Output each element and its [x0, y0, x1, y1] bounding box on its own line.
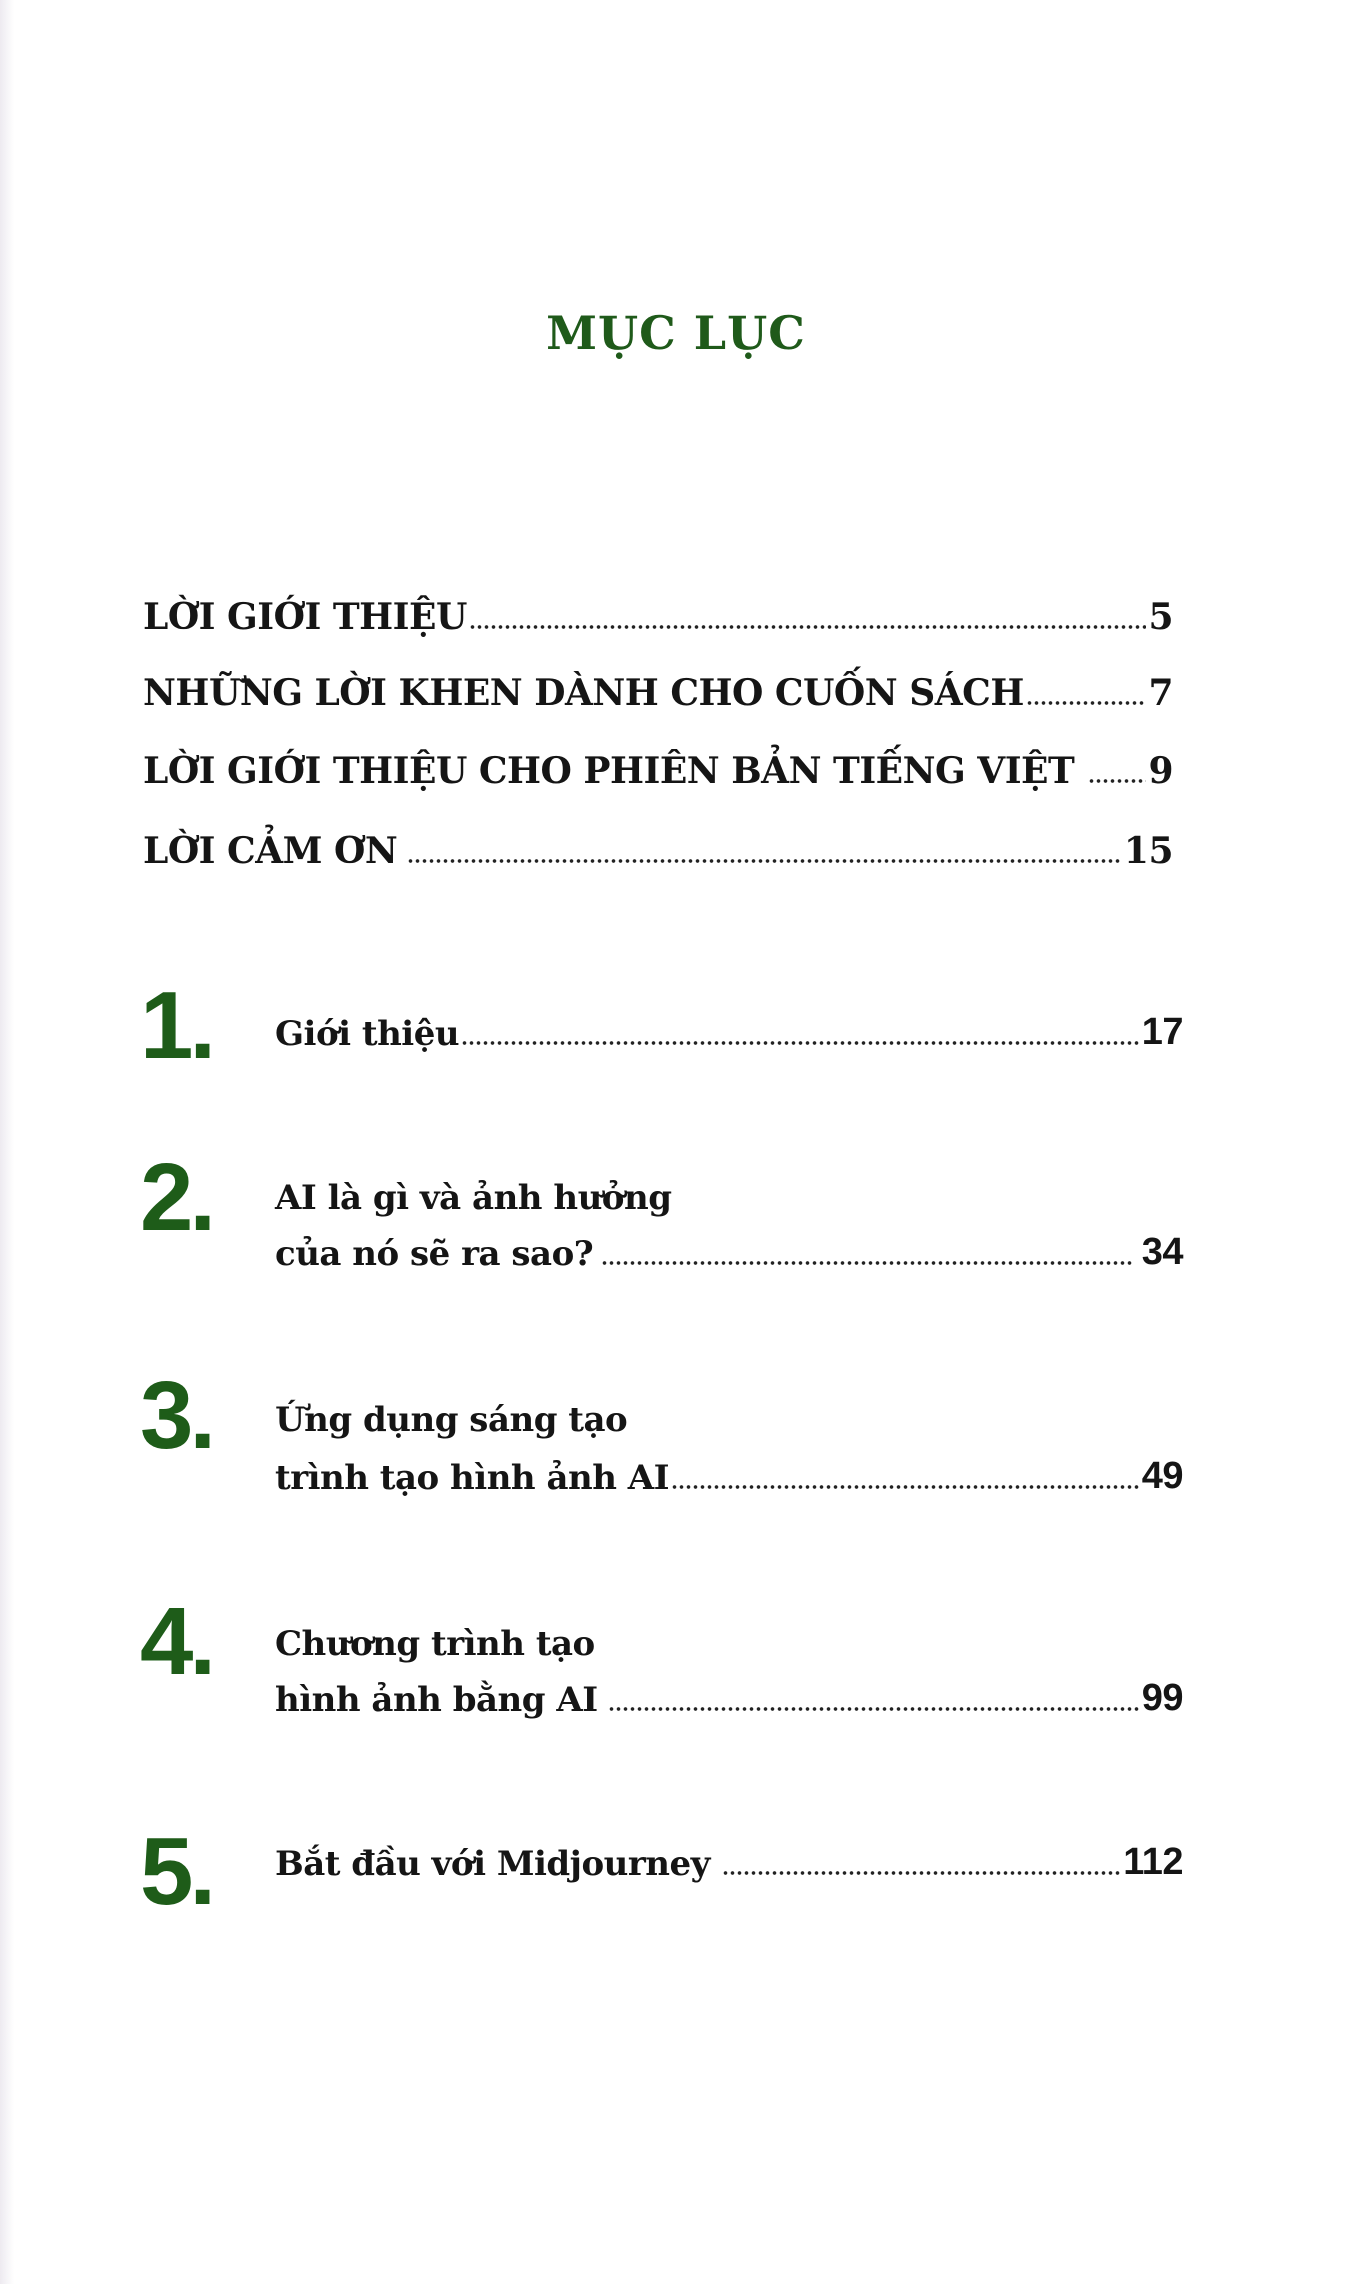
dot-leader — [671, 1484, 1140, 1490]
dot-leader — [601, 1260, 1132, 1266]
chapter-page: 99 — [1141, 1677, 1183, 1719]
dot-leader — [461, 1040, 1140, 1046]
toc-entry-label: LỜI CẢM ƠN — [143, 830, 398, 872]
chapter-title: của nó sẽ ra sao? — [275, 1234, 594, 1274]
chapter-title: hình ảnh bằng AI — [275, 1680, 598, 1720]
dot-leader — [722, 1870, 1121, 1876]
chapter-title-line: Ứng dụng sáng tạo — [275, 1400, 628, 1440]
chapter-title: Giới thiệu — [275, 1014, 460, 1054]
dot-leader — [608, 1706, 1140, 1712]
chapter-title-line — [275, 1226, 1183, 1274]
chapter-title-line: Chương trình tạo — [275, 1624, 595, 1664]
toc-entry-label: LỜI GIỚI THIỆU CHO PHIÊN BẢN TIẾNG VIỆT — [143, 750, 1075, 792]
chapter-page: 34 — [1141, 1231, 1183, 1273]
toc-entry-page: 9 — [1148, 750, 1173, 792]
toc-entry-page: 15 — [1123, 830, 1173, 872]
toc-entry-page: 5 — [1148, 596, 1173, 638]
chapter-page: 17 — [1141, 1011, 1183, 1053]
chapter-number: 2. — [140, 1144, 213, 1251]
chapter-page: 112 — [1123, 1841, 1183, 1883]
chapter-number: 3. — [140, 1362, 213, 1469]
chapter-title: trình tạo hình ảnh AI — [275, 1458, 670, 1498]
chapter-title: Bắt đầu với Midjourney — [275, 1844, 710, 1884]
chapter-number: 5. — [140, 1818, 213, 1925]
chapter-page: 49 — [1141, 1455, 1183, 1497]
chapter-title-line — [275, 1450, 1183, 1498]
toc-entry-front-matter[interactable] — [143, 822, 1173, 872]
page-title: MỤC LỤC — [546, 306, 806, 360]
dot-leader — [1026, 700, 1147, 706]
chapter-title-line — [275, 1836, 1183, 1884]
chapter-title-line: AI là gì và ảnh hưởng — [275, 1178, 672, 1218]
toc-entry-page: 7 — [1148, 672, 1173, 714]
toc-entry-front-matter[interactable] — [143, 742, 1173, 792]
dot-leader — [1088, 778, 1146, 784]
chapter-title-line — [275, 1006, 1183, 1054]
chapter-number: 1. — [140, 972, 213, 1079]
dot-leader — [407, 858, 1122, 864]
toc-entry-label: NHỮNG LỜI KHEN DÀNH CHO CUỐN SÁCH — [143, 672, 1024, 714]
toc-entry-front-matter[interactable] — [143, 664, 1173, 714]
toc-entry-front-matter[interactable] — [143, 588, 1173, 638]
chapter-title-line — [275, 1672, 1183, 1720]
toc-entry-label: LỜI GIỚI THIỆU — [143, 596, 467, 638]
dot-leader — [469, 624, 1147, 630]
chapter-number: 4. — [140, 1588, 213, 1695]
